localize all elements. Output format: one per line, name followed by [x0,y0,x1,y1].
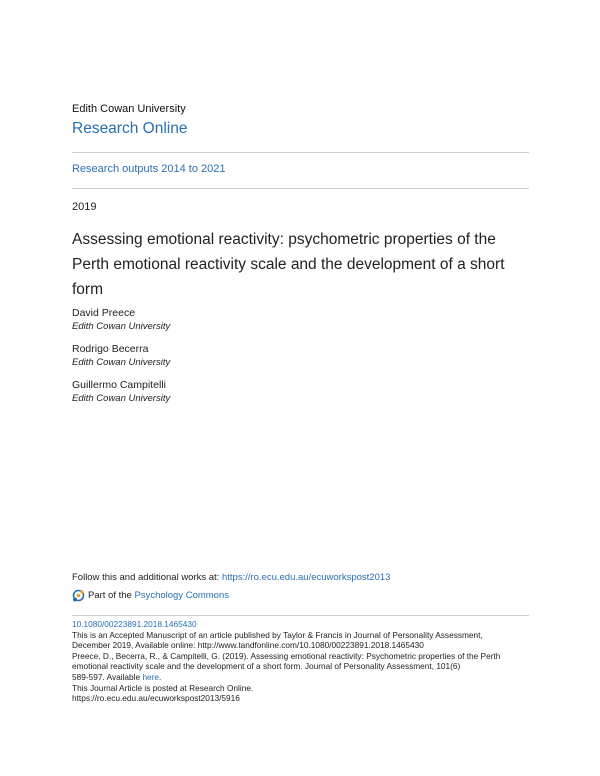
article-title: Assessing emotional reactivity: psychometric properties of the Perth emotional reactivity scale and the development of a short form [72,231,505,298]
footer-line: December 2019, Available online: http://www.tandfonline.com/10.1080/00223891.2018.1465430 [72,640,424,651]
publication-year: 2019 [72,201,97,213]
footer-line: Preece, D., Becerra, R., & Campitelli, G. (2019). Assessing emotional reactivity: Psychometric properties of the Perth [72,650,501,661]
institution-name: Edith Cowan University [72,103,186,115]
citation-footer [72,619,532,704]
part-of-text: Part of the [88,590,132,601]
series-link[interactable]: Research outputs 2014 to 2021 [72,163,226,175]
period-text: . [159,671,162,682]
author-affiliation: Edith Cowan University [72,321,171,332]
commons-network-icon [72,589,85,602]
divider-footer [72,615,529,616]
author-name: Rodrigo Becerra [72,343,149,355]
permalink[interactable]: https://ro.ecu.edu.au/ecuworkspost2013/5916 [72,693,240,704]
author-affiliation: Edith Cowan University [72,393,171,404]
divider-series [72,188,529,189]
author-name: David Preece [72,307,136,319]
footer-line-available [72,672,532,683]
follow-text: Follow this and additional works at: [72,572,222,583]
author-name: Guillermo Campitelli [72,379,166,391]
footer-line: emotional reactivity scale and the development of a short form. Journal of Personality Assessment, 101(6) [72,661,461,672]
part-of-line [72,589,229,602]
repository-link[interactable]: Research Online [72,120,188,137]
here-link[interactable]: here [142,671,160,682]
author-affiliation: Edith Cowan University [72,357,171,368]
collection-url-link[interactable]: https://ro.ecu.edu.au/ecuworkspost2013 [221,572,391,583]
doi-link[interactable]: 10.1080/00223891.2018.1465430 [72,619,197,629]
footer-line: This Journal Article is posted at Research Online. [72,682,254,693]
psychology-commons-link[interactable]: Psychology Commons [134,590,229,601]
follow-line [72,572,390,583]
footer-line: This is an Accepted Manuscript of an article published by Taylor & Francis in Journal of Personality Assessment, [72,629,483,640]
available-text: 589-597. Available [72,671,143,682]
divider-top [72,152,529,153]
